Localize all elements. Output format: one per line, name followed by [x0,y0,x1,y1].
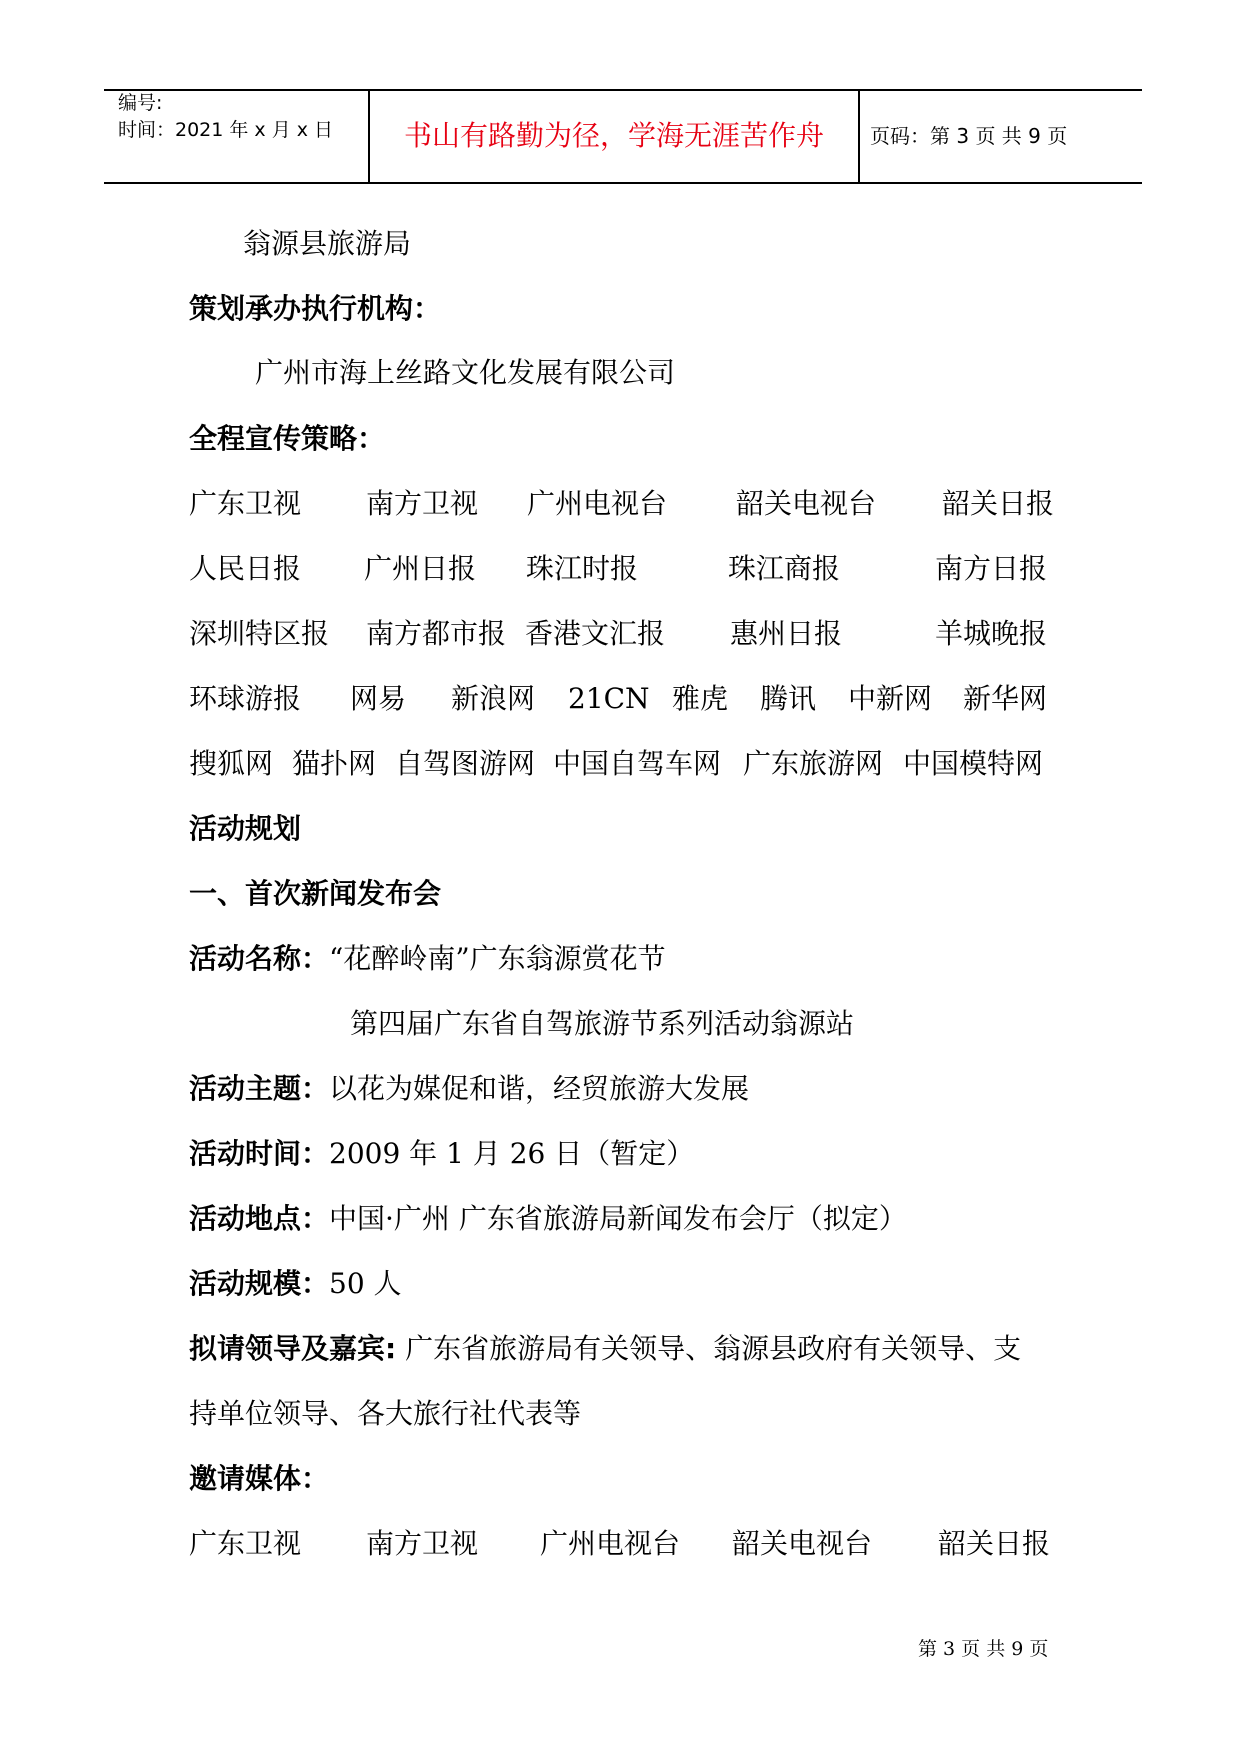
media-item: 21CN [568,682,650,715]
media-item: 韶关电视台 [736,487,877,520]
media-item: 人民日报 [189,552,302,585]
media-item: 雅虎 [672,682,729,715]
media-item: 新浪网 [451,682,536,715]
activity-time-line [189,1134,694,1174]
promo-row [189,549,1055,589]
header-meta [118,90,333,144]
exec-org-heading: 策划承办执行机构： [189,292,442,325]
media-item: 南方卫视 [366,1527,479,1560]
media-item: 中国模特网 [903,747,1044,780]
guests-value: 广东省旅游局有关领导、翁源县政府有关领导、支 [396,1332,1022,1365]
media-row [189,1524,1055,1564]
activity-place-line [189,1199,907,1239]
media-item: 广州电视台 [540,1527,681,1560]
promo-row [189,484,1055,524]
organizer-line: 翁源县旅游局 [243,227,412,260]
activity-theme-value: 以花为媒促和谐，经贸旅游大发展 [329,1072,750,1105]
exec-org-name: 广州市海上丝路文化发展有限公司 [255,356,676,389]
media-item: 搜狐网 [189,747,274,780]
plan-heading: 活动规划 [189,812,302,845]
activity-scale-line [189,1264,402,1304]
activity-place-label: 活动地点： [189,1202,330,1235]
media-item: 环球游报 [189,682,302,715]
promo-row [189,679,1055,719]
media-item: 南方日报 [935,552,1048,585]
guests-value2: 持单位领导、各大旅行社代表等 [189,1397,582,1430]
media-item: 南方卫视 [366,487,479,520]
media-item: 韶关日报 [942,487,1055,520]
activity-name-label: 活动名称： [189,942,330,975]
media-item: 惠州日报 [730,617,843,650]
section1-heading: 一、首次新闻发布会 [189,877,442,910]
media-item: 珠江商报 [728,552,841,585]
media-item: 南方都市报 [366,617,507,650]
activity-place-value: 中国·广州 广东省旅游局新闻发布会厅（拟定） [329,1202,907,1235]
header-divider [858,89,860,183]
activity-scale-label: 活动规模： [189,1267,330,1300]
activity-theme-line [189,1069,749,1109]
header-page-label: 页码：第 3 页 共 9 页 [870,124,1068,148]
media-item: 网易 [350,682,407,715]
header-number-label: 编号: [118,92,163,114]
activity-time-value: 2009 年 1 月 26 日（暂定） [329,1137,695,1170]
activity-theme-label: 活动主题： [189,1072,330,1105]
header-time-label: 时间：2021 年 x 月 x 日 [118,119,334,141]
media-item: 中国自驾车网 [553,747,722,780]
media-item: 腾讯 [760,682,817,715]
media-item: 中新网 [848,682,933,715]
media-item: 广东卫视 [189,487,302,520]
activity-name-value: “花醉岭南”广东翁源赏花节 [329,942,666,975]
guests-line [189,1329,1021,1369]
activity-scale-value: 50 人 [329,1267,402,1300]
promo-row [189,614,1055,654]
media-heading: 邀请媒体： [189,1462,330,1495]
media-item: 深圳特区报 [189,617,330,650]
media-item: 珠江时报 [526,552,639,585]
promo-row [189,744,1055,784]
media-item: 广州日报 [364,552,477,585]
promo-heading: 全程宣传策略： [189,422,386,455]
media-item: 猫扑网 [292,747,377,780]
media-item: 广东卫视 [189,1527,302,1560]
activity-name-value2: 第四届广东省自驾旅游节系列活动翁源站 [350,1007,855,1040]
activity-name-line [189,939,666,979]
media-item: 韶关电视台 [732,1527,873,1560]
activity-time-label: 活动时间： [189,1137,330,1170]
media-item: 羊城晚报 [935,617,1048,650]
header-motto: 书山有路勤为径，学海无涯苦作舟 [403,119,824,152]
media-item: 香港文汇报 [525,617,666,650]
header-bottom-rule [104,182,1142,184]
guests-label: 拟请领导及嘉宾: [189,1332,397,1365]
media-item: 新华网 [963,682,1048,715]
media-item: 韶关日报 [938,1527,1051,1560]
media-item: 广州电视台 [527,487,668,520]
media-item: 广东旅游网 [743,747,884,780]
footer-page-number: 第 3 页 共 9 页 [918,1638,1049,1660]
media-item: 自驾图游网 [395,747,536,780]
